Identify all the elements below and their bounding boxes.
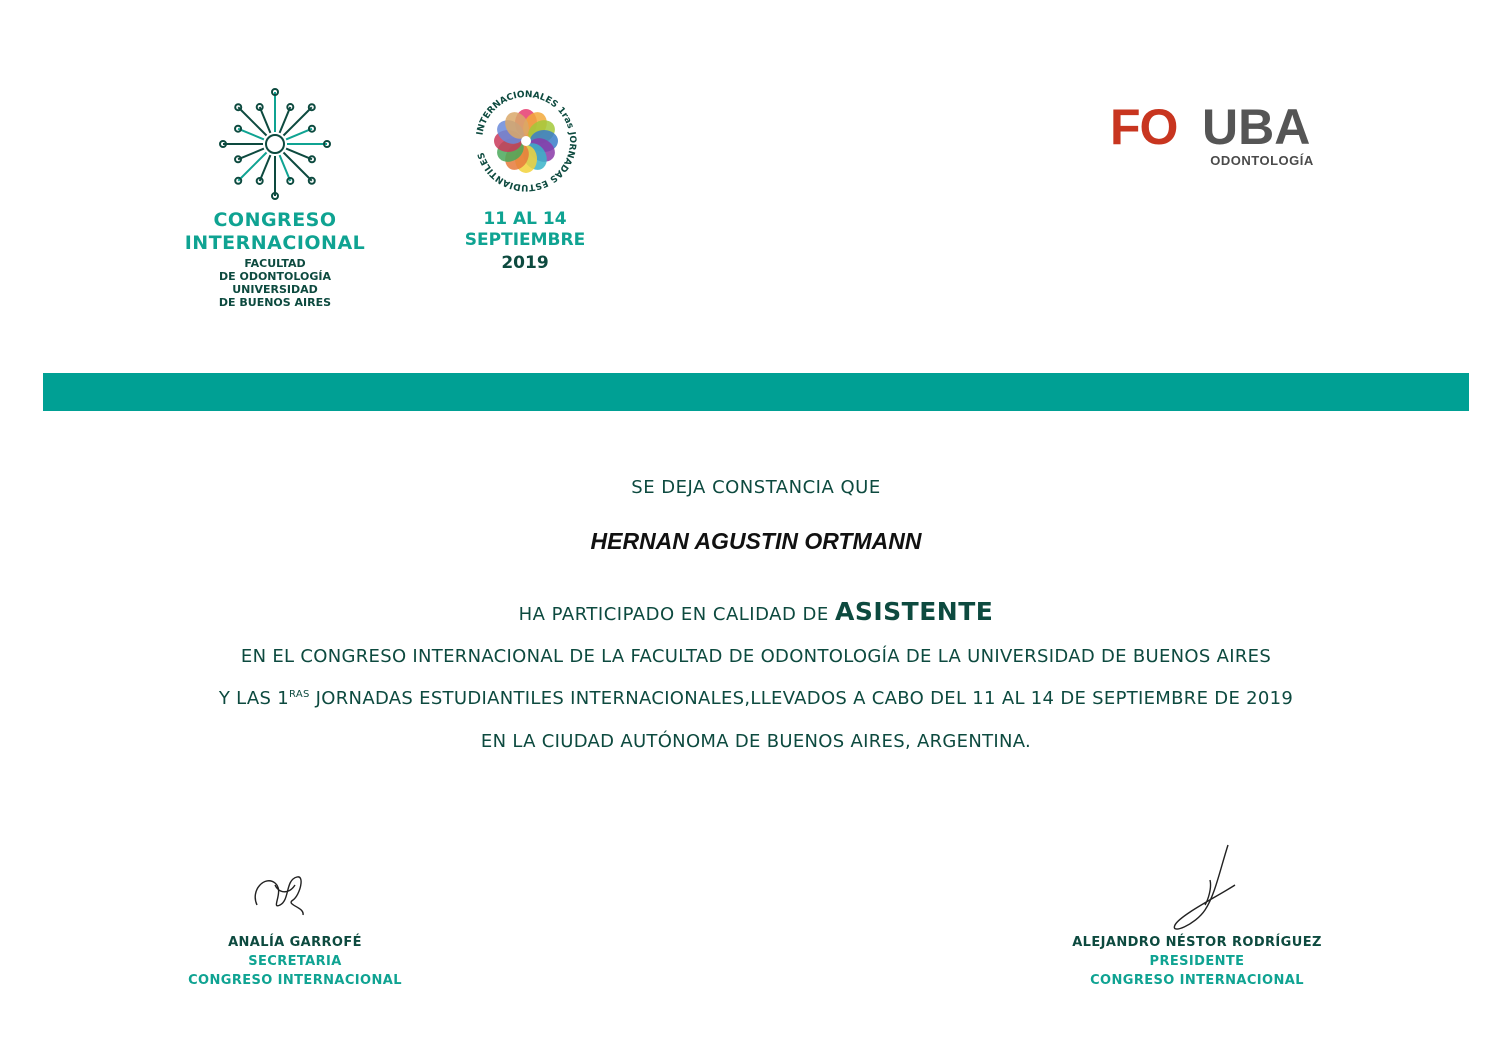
congreso-sub-1: FACULTAD xyxy=(244,257,306,270)
participation-prefix: HA PARTICIPADO EN CALIDAD DE xyxy=(518,604,836,625)
signature-left-org: CONGRESO INTERNACIONAL xyxy=(188,973,402,988)
emblem-spoke-tip xyxy=(287,104,293,110)
recipient-name: HERNAN AGUSTIN ORTMANN xyxy=(590,528,922,554)
emblem-spoke-tip xyxy=(287,178,293,184)
congreso-sub-3: UNIVERSIDAD xyxy=(232,283,318,296)
dental-instruments-wheel-icon xyxy=(215,85,335,203)
congreso-sub-2: DE ODONTOLOGÍA xyxy=(219,270,331,283)
emblem-spoke-tip xyxy=(257,104,263,110)
congreso-title-2: INTERNACIONAL xyxy=(184,232,366,254)
emblem-spoke-tip xyxy=(235,178,241,184)
jornadas-date-3: 2019 xyxy=(501,253,549,273)
body-line-2 xyxy=(0,688,1497,709)
fouba-fo: FO xyxy=(1110,99,1178,155)
jornadas-date-1: 11 AL 14 xyxy=(483,209,567,229)
jornadas-ring-text: INTERNACIONALES 1ras JORNADAS ESTUDIANTILES xyxy=(475,89,578,193)
emblem-spoke-tip xyxy=(257,178,263,184)
signature-left-icon xyxy=(245,865,325,925)
emblem-spoke-tip xyxy=(309,178,315,184)
fouba-subtitle: ODONTOLOGÍA xyxy=(1210,153,1314,168)
congreso-sub-4: DE BUENOS AIRES xyxy=(218,296,332,309)
fouba-uba: UBA xyxy=(1202,99,1311,155)
participation-role: ASISTENTE xyxy=(835,597,994,626)
flower-petals-icon xyxy=(470,85,582,197)
participation-line xyxy=(0,597,1497,626)
signature-left-role: SECRETARIA xyxy=(248,954,342,969)
congreso-logo xyxy=(175,85,375,315)
signature-right-org: CONGRESO INTERNACIONAL xyxy=(1090,973,1304,988)
fouba-logo xyxy=(1110,100,1330,180)
signature-right-icon xyxy=(1150,840,1250,940)
signature-right-name: ALEJANDRO NÉSTOR RODRÍGUEZ xyxy=(1072,935,1322,950)
body-line-2a: Y LAS 1 xyxy=(218,688,290,709)
signature-left xyxy=(155,934,435,990)
jornadas-logo xyxy=(455,85,595,285)
congreso-title-1: CONGRESO xyxy=(213,209,337,231)
emblem-spoke-tip xyxy=(235,156,241,162)
jornadas-date-2: SEPTIEMBRE xyxy=(464,230,586,250)
emblem-spoke-tip xyxy=(309,104,315,110)
body-line-3: EN LA CIUDAD AUTÓNOMA DE BUENOS AIRES, ARGENTINA. xyxy=(480,731,1032,752)
emblem-spoke-tip xyxy=(235,126,241,132)
signature-right xyxy=(1057,934,1337,990)
body-line-2b: JORNADAS ESTUDIANTILES INTERNACIONALES,LLEVADOS A CABO DEL 11 AL 14 DE SEPTIEMBRE DE 2019 xyxy=(309,688,1294,709)
body-line-2-sup: RAS xyxy=(289,689,310,700)
emblem-spoke-tip xyxy=(235,104,241,110)
body-line-1: EN EL CONGRESO INTERNACIONAL DE LA FACULTAD DE ODONTOLOGÍA DE LA UNIVERSIDAD DE BUENOS AIRES xyxy=(240,646,1272,667)
constancia-text: SE DEJA CONSTANCIA QUE xyxy=(631,477,881,498)
signature-left-name: ANALÍA GARROFÉ xyxy=(228,935,362,950)
signature-right-role: PRESIDENTE xyxy=(1149,954,1245,969)
header-bar xyxy=(43,373,1469,411)
